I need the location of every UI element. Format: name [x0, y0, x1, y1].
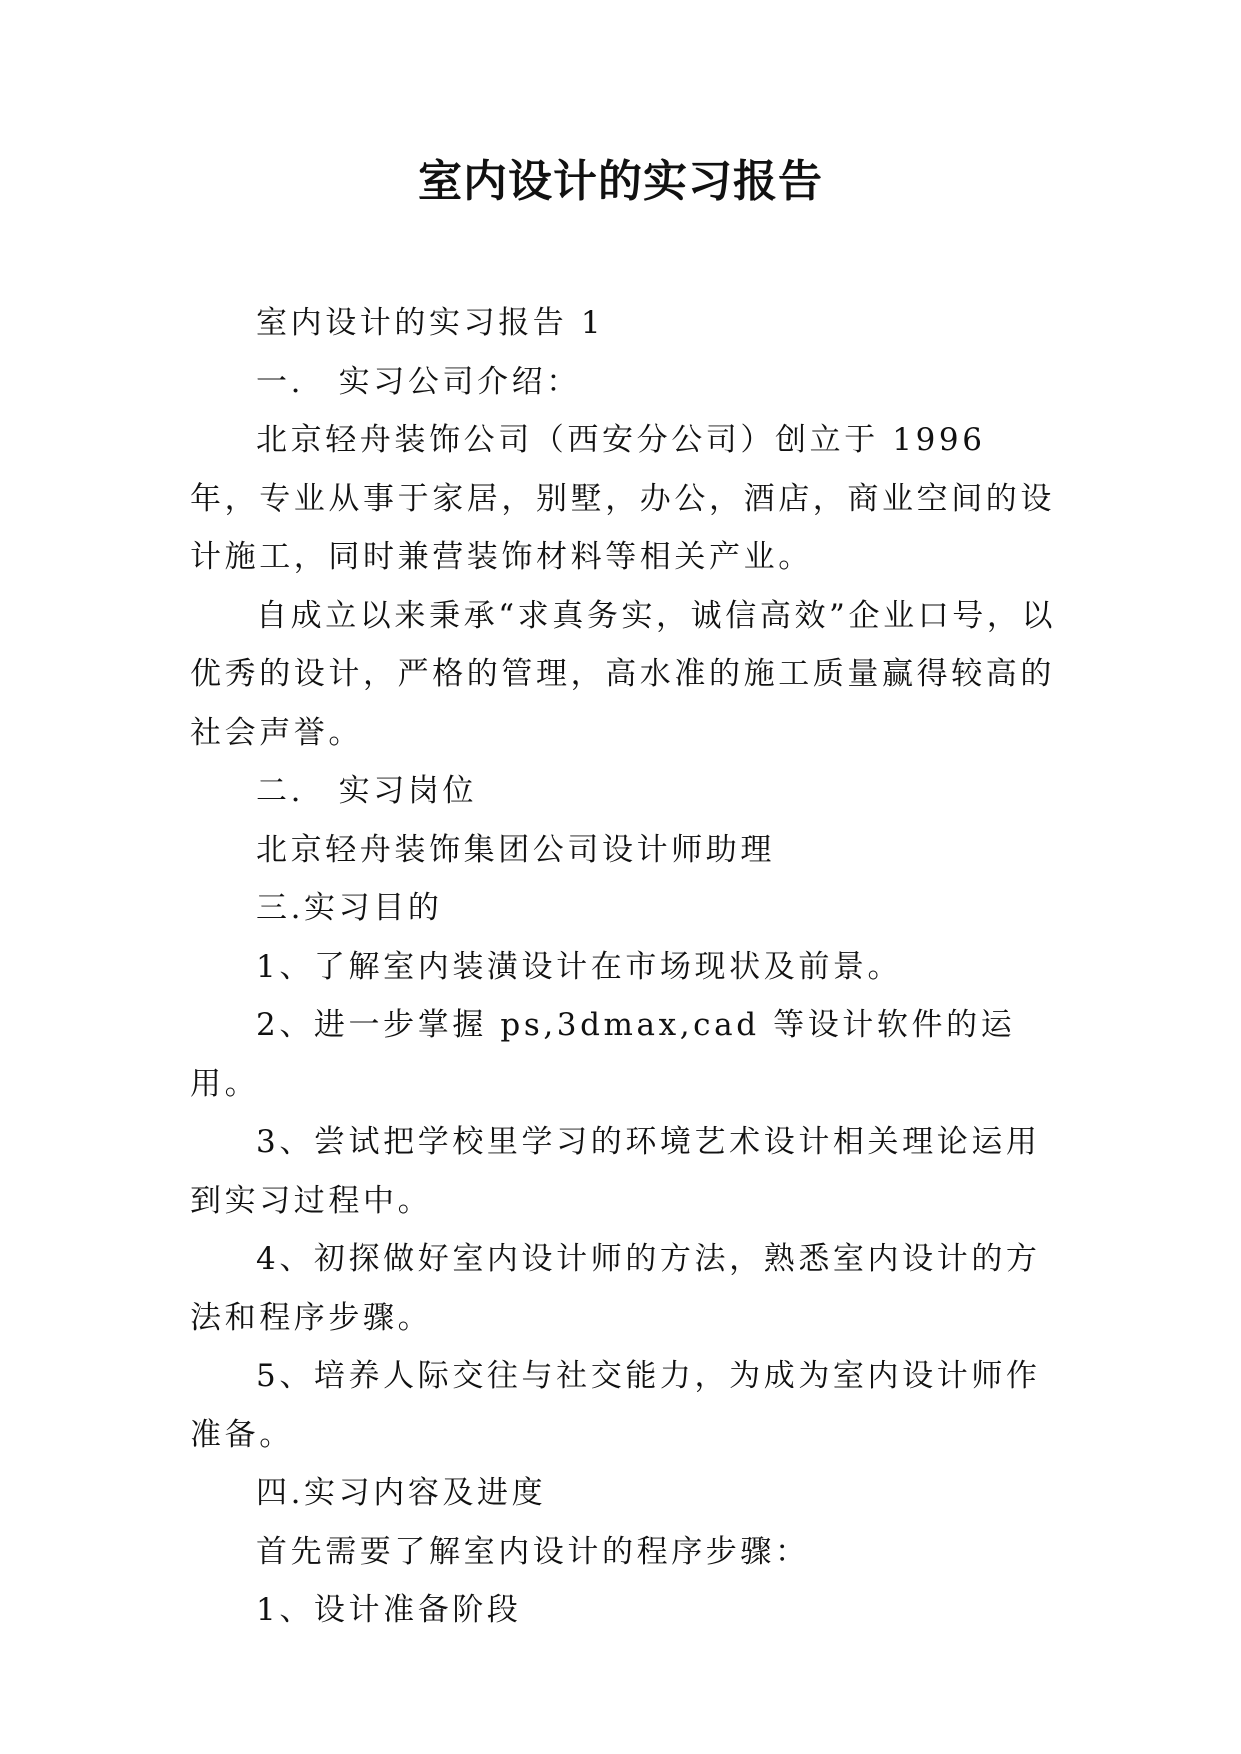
purpose-item-3: 3、尝试把学校里学习的环境艺术设计相关理论运用到实习过程中。: [190, 1124, 1041, 1219]
procedure-step-1: 1、设计准备阶段: [256, 1592, 522, 1628]
paragraph-procedure-intro: 首先需要了解室内设计的程序步骤：: [256, 1533, 810, 1570]
purpose-item-1: 1、了解室内装潢设计在市场现状及前景。: [256, 948, 903, 985]
heading-report-1: 室内设计的实习报告 1: [256, 305, 605, 341]
paragraph-company-intro: 北京轻舟装饰公司（西安分公司）创立于 1996 年，专业从事于家居，别墅，办公，酒店，商业空间的设计施工，同时兼营装饰材料等相关产业。: [190, 422, 1055, 575]
section-heading-company: 一. 实习公司介绍：: [256, 363, 581, 400]
section-heading-position: 二. 实习岗位: [256, 773, 478, 809]
purpose-item-2: 2、进一步掌握 ps,3dmax,cad 等设计软件的运用。: [190, 1007, 1016, 1102]
paragraph-company-motto: 自成立以来秉承“求真务实，诚信高效”企业口号，以优秀的设计，严格的管理，高水准的施工质量赢得较高的社会声誉。: [190, 597, 1057, 751]
paragraph-position: 北京轻舟装饰集团公司设计师助理: [256, 831, 775, 868]
section-heading-purpose: 三.实习目的: [256, 890, 443, 926]
document-title: 室内设计的实习报告: [418, 156, 823, 207]
document-body: [190, 294, 1068, 1640]
purpose-item-4: 4、初探做好室内设计师的方法，熟悉室内设计的方法和程序步骤。: [190, 1241, 1041, 1336]
section-heading-content: 四.实习内容及进度: [256, 1475, 547, 1511]
purpose-item-5: 5、培养人际交往与社交能力，为成为室内设计师作准备。: [190, 1358, 1041, 1453]
